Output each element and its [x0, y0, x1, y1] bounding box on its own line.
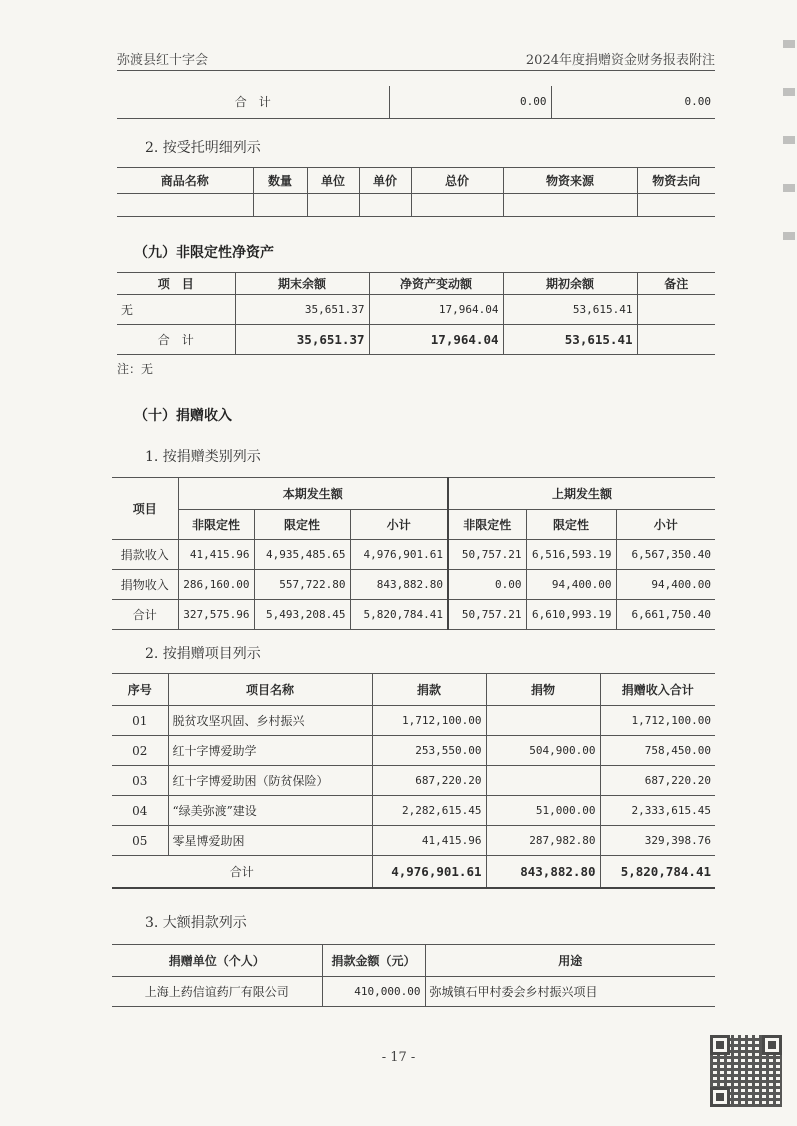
unrestricted-total-begin: 53,615.41	[503, 325, 637, 355]
entrusted-header-goods-name: 商品名称	[117, 168, 253, 194]
unrestricted-header-begin-balance: 期初余额	[503, 273, 637, 295]
unrestricted-total-end: 35,651.37	[235, 325, 369, 355]
entrusted-header-source: 物资来源	[503, 168, 637, 194]
project-goods	[486, 766, 600, 796]
entrusted-empty-cell	[307, 194, 359, 217]
table-row	[112, 540, 715, 570]
project-total-label: 合计	[112, 856, 372, 888]
continuation-total-table	[117, 86, 715, 119]
project-cash: 2,282,615.45	[372, 796, 486, 826]
category-total-cell: 327,575.96	[178, 600, 254, 630]
entrusted-header-destination: 物资去向	[637, 168, 715, 194]
project-name: 红十字博爱助学	[168, 736, 372, 766]
project-name: “绿美弥渡”建设	[168, 796, 372, 826]
table-row	[112, 826, 715, 856]
unrestricted-row-item: 无	[117, 295, 235, 325]
unrestricted-row-begin: 53,615.41	[503, 295, 637, 325]
project-goods: 287,982.80	[486, 826, 600, 856]
category-cell: 4,935,485.65	[254, 540, 350, 570]
unrestricted-header-remark: 备注	[637, 273, 715, 295]
category-cell: 4,976,901.61	[350, 540, 448, 570]
category-cell: 50,757.21	[448, 540, 526, 570]
category-total-cell: 6,610,993.19	[526, 600, 616, 630]
unrestricted-footnote: 注：无	[117, 362, 154, 376]
unrestricted-row-end: 35,651.37	[235, 295, 369, 325]
unrestricted-row-note	[637, 295, 715, 325]
category-cell: 557,722.80	[254, 570, 350, 600]
by-project-title: 2. 按捐赠项目列示	[145, 646, 261, 662]
entrusted-header-unit: 单位	[307, 168, 359, 194]
entrusted-empty-cell	[359, 194, 411, 217]
category-header-item: 项目	[112, 478, 178, 540]
table-row	[112, 706, 715, 736]
project-cash: 41,415.96	[372, 826, 486, 856]
table-row	[112, 796, 715, 826]
large-donation-title: 3. 大额捐款列示	[145, 915, 247, 931]
table-row	[112, 856, 715, 888]
category-subheader-unrestricted-current: 非限定性	[178, 510, 254, 540]
project-total: 2,333,615.45	[600, 796, 715, 826]
category-subheader-unrestricted-previous: 非限定性	[448, 510, 526, 540]
category-subheader-restricted-previous: 限定性	[526, 510, 616, 540]
large-header-donor: 捐赠单位（个人）	[112, 945, 322, 977]
project-header-goods: 捐物	[486, 674, 600, 706]
category-cell: 41,415.96	[178, 540, 254, 570]
project-goods: 51,000.00	[486, 796, 600, 826]
project-cash: 1,712,100.00	[372, 706, 486, 736]
project-header-name: 项目名称	[168, 674, 372, 706]
table-row	[117, 325, 715, 355]
category-cell: 6,516,593.19	[526, 540, 616, 570]
large-row-donor: 上海上药信谊药厂有限公司	[112, 977, 322, 1007]
entrusted-empty-cell	[117, 194, 253, 217]
category-cell: 6,567,350.40	[616, 540, 715, 570]
project-number: 02	[112, 736, 168, 766]
entrusted-empty-cell	[637, 194, 715, 217]
donation-by-category-table	[112, 477, 715, 630]
table-row	[112, 736, 715, 766]
entrusted-empty-cell	[411, 194, 503, 217]
table-row	[112, 977, 715, 1007]
binding-edge-marks	[783, 14, 795, 274]
unrestricted-header-change: 净资产变动额	[369, 273, 503, 295]
project-total-goods: 843,882.80	[486, 856, 600, 888]
project-total-cash: 4,976,901.61	[372, 856, 486, 888]
project-total: 758,450.00	[600, 736, 715, 766]
table-row	[112, 600, 715, 630]
project-number: 03	[112, 766, 168, 796]
category-subheader-subtotal-current: 小计	[350, 510, 448, 540]
header-divider	[117, 70, 715, 71]
unrestricted-section-title: （九）非限定性净资产	[134, 245, 274, 261]
category-header-current-period: 本期发生额	[178, 478, 448, 510]
header-organization: 弥渡县红十字会	[117, 53, 209, 68]
page-number: - 17 -	[381, 1050, 416, 1065]
project-header-number: 序号	[112, 674, 168, 706]
unrestricted-total-note	[637, 325, 715, 355]
category-cell: 843,882.80	[350, 570, 448, 600]
header-document-title: 2024年度捐赠资金财务报表附注	[525, 53, 715, 68]
donation-by-project-table	[112, 673, 715, 889]
project-number: 04	[112, 796, 168, 826]
entrusted-section-title: 2. 按受托明细列示	[145, 140, 261, 156]
entrusted-header-total-price: 总价	[411, 168, 503, 194]
project-name: 零星博爱助困	[168, 826, 372, 856]
table-row	[112, 766, 715, 796]
by-category-title: 1. 按捐赠类别列示	[145, 449, 261, 465]
project-total: 1,712,100.00	[600, 706, 715, 736]
unrestricted-header-item: 项 目	[117, 273, 235, 295]
category-subheader-restricted-current: 限定性	[254, 510, 350, 540]
unrestricted-total-label: 合 计	[117, 325, 235, 355]
donation-income-section-title: （十）捐赠收入	[134, 408, 232, 424]
unrestricted-total-change: 17,964.04	[369, 325, 503, 355]
project-cash: 687,220.20	[372, 766, 486, 796]
table-row	[112, 570, 715, 600]
project-header-total: 捐赠收入合计	[600, 674, 715, 706]
project-total: 687,220.20	[600, 766, 715, 796]
category-row-item: 捐款收入	[112, 540, 178, 570]
entrusted-empty-cell	[503, 194, 637, 217]
category-cell: 0.00	[448, 570, 526, 600]
table-row	[117, 295, 715, 325]
large-donation-table	[112, 944, 715, 1007]
project-name: 脱贫攻坚巩固、乡村振兴	[168, 706, 372, 736]
project-number: 01	[112, 706, 168, 736]
category-total-cell: 5,820,784.41	[350, 600, 448, 630]
category-total-cell: 5,493,208.45	[254, 600, 350, 630]
unrestricted-net-assets-table	[117, 272, 715, 355]
project-total-sum: 5,820,784.41	[600, 856, 715, 888]
project-number: 05	[112, 826, 168, 856]
continuation-total-value-1: 0.00	[389, 86, 551, 118]
project-name: 红十字博爱助困（防贫保险）	[168, 766, 372, 796]
entrusted-header-quantity: 数量	[253, 168, 307, 194]
project-cash: 253,550.00	[372, 736, 486, 766]
project-total: 329,398.76	[600, 826, 715, 856]
category-cell: 94,400.00	[616, 570, 715, 600]
project-goods: 504,900.00	[486, 736, 600, 766]
category-cell: 286,160.00	[178, 570, 254, 600]
qr-code-icon	[710, 1035, 782, 1107]
large-row-use: 弥城镇石甲村委会乡村振兴项目	[425, 977, 715, 1007]
large-row-amount: 410,000.00	[322, 977, 425, 1007]
category-cell: 94,400.00	[526, 570, 616, 600]
project-goods	[486, 706, 600, 736]
unrestricted-row-change: 17,964.04	[369, 295, 503, 325]
large-header-use: 用途	[425, 945, 715, 977]
category-total-cell: 6,661,750.40	[616, 600, 715, 630]
category-row-item: 捐物收入	[112, 570, 178, 600]
entrusted-header-unit-price: 单价	[359, 168, 411, 194]
category-total-cell: 50,757.21	[448, 600, 526, 630]
project-header-cash: 捐款	[372, 674, 486, 706]
unrestricted-header-end-balance: 期末余额	[235, 273, 369, 295]
category-header-previous-period: 上期发生额	[448, 478, 715, 510]
large-header-amount: 捐款金额（元）	[322, 945, 425, 977]
entrusted-detail-table	[117, 167, 715, 217]
continuation-total-value-2: 0.00	[551, 86, 715, 118]
category-subheader-subtotal-previous: 小计	[616, 510, 715, 540]
category-total-label: 合计	[112, 600, 178, 630]
continuation-total-label: 合 计	[117, 86, 389, 118]
entrusted-empty-cell	[253, 194, 307, 217]
